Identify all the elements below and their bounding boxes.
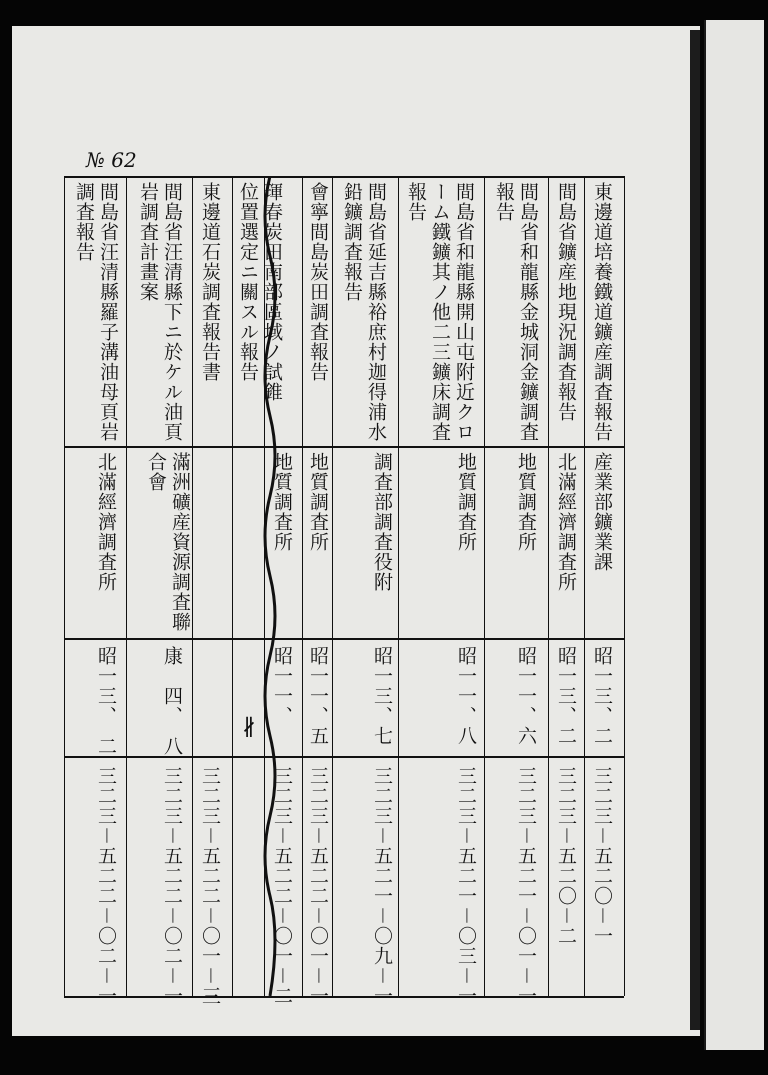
- row-code: 三二三－五二〇－一: [591, 766, 613, 947]
- adjacent-page-edge: [704, 20, 764, 1050]
- col-rule: [302, 176, 303, 996]
- binding-shadow: [690, 30, 700, 1030]
- handwritten-mark: ∦: [242, 716, 256, 741]
- row-org: 地質調査所: [455, 452, 477, 552]
- row-code: 三二三－五二二－〇二－一: [95, 766, 117, 1007]
- col-rule: [126, 176, 127, 996]
- row-code: 三二三－五二一－〇一－一: [515, 766, 537, 1007]
- row-org: 北滿經濟調査所: [95, 452, 117, 592]
- row-date: 昭一三、七: [371, 646, 393, 746]
- date-code-rule: [64, 756, 624, 758]
- row-date: 昭一一、五: [307, 646, 329, 746]
- row-title: 琿春炭田南部區域ノ試錐 位置選定ニ關スル報告: [237, 182, 283, 402]
- row-org: 地質調査所: [271, 452, 293, 552]
- col-rule: [584, 176, 585, 996]
- row-code: 三二三－五二〇－二: [555, 766, 577, 947]
- row-org: 地質調査所: [307, 452, 329, 552]
- handwritten-wavy-line: [255, 176, 285, 996]
- row-title: 間島省鑛産地現況調査報告: [555, 182, 577, 422]
- row-code: 三二三－五二一－〇九－一: [371, 766, 393, 1007]
- row-code: 三二三－五二二－〇一－三: [199, 766, 221, 1007]
- row-title: 東邊道培養鐵道鑛産調査報告: [591, 182, 613, 442]
- table-top-rule: [64, 176, 624, 178]
- table-bottom-rule: [64, 996, 624, 998]
- org-date-rule: [64, 638, 624, 640]
- col-rule: [624, 176, 625, 996]
- row-title: 會寧間島炭田調査報告: [307, 182, 329, 382]
- row-code: 三二三－五二二－〇一－二: [271, 766, 293, 1007]
- row-org: 調査部調査役附: [371, 452, 393, 592]
- row-title: 間島省和龍縣開山屯附近クロ ーム鐵鑛其ノ他二三鑛床調査 報告: [405, 182, 475, 442]
- row-title: 東邊道石炭調査報告書: [199, 182, 221, 382]
- row-code: 三二三－五二一－〇三－一: [455, 766, 477, 1007]
- col-rule: [548, 176, 549, 996]
- row-date: 昭一三、二: [591, 646, 613, 746]
- catalog-table: [64, 176, 624, 1007]
- row-org: 北滿經濟調査所: [555, 452, 577, 592]
- row-date: 昭一一、: [271, 646, 293, 726]
- col-rule: [484, 176, 485, 996]
- row-date: 康 四、 八: [161, 646, 183, 757]
- row-date: 昭一一、六: [515, 646, 537, 746]
- row-title: 間島省汪清縣羅子溝油母頁岩 調査報告: [73, 182, 119, 442]
- row-date: 昭一一、八: [455, 646, 477, 746]
- row-org: 地質調査所: [515, 452, 537, 552]
- row-title: 間島省汪清縣下ニ於ケル油頁 岩調査計畫案: [137, 182, 183, 442]
- row-org: 滿洲礦産資源調査聯 合會: [145, 452, 191, 632]
- col-rule: [192, 176, 193, 996]
- col-rule: [398, 176, 399, 996]
- row-code: 三二三－五二二－〇二－一: [161, 766, 183, 1007]
- col-rule: [332, 176, 333, 996]
- row-org: 産業部鑛業課: [591, 452, 613, 572]
- row-date: 昭一三、二: [555, 646, 577, 746]
- row-date: 昭一三、 二: [95, 646, 117, 757]
- row-title: 間島省延吉縣裕庶村迦得浦水 鉛鑛調査報告: [341, 182, 387, 442]
- row-code: 三二三－五二二－〇一－一: [307, 766, 329, 1007]
- title-org-rule: [64, 446, 624, 448]
- row-title: 間島省和龍縣金城洞金鑛調査 報告: [493, 182, 539, 442]
- col-rule: [232, 176, 233, 996]
- col-rule: [64, 176, 65, 996]
- page-number: № 62: [86, 148, 137, 172]
